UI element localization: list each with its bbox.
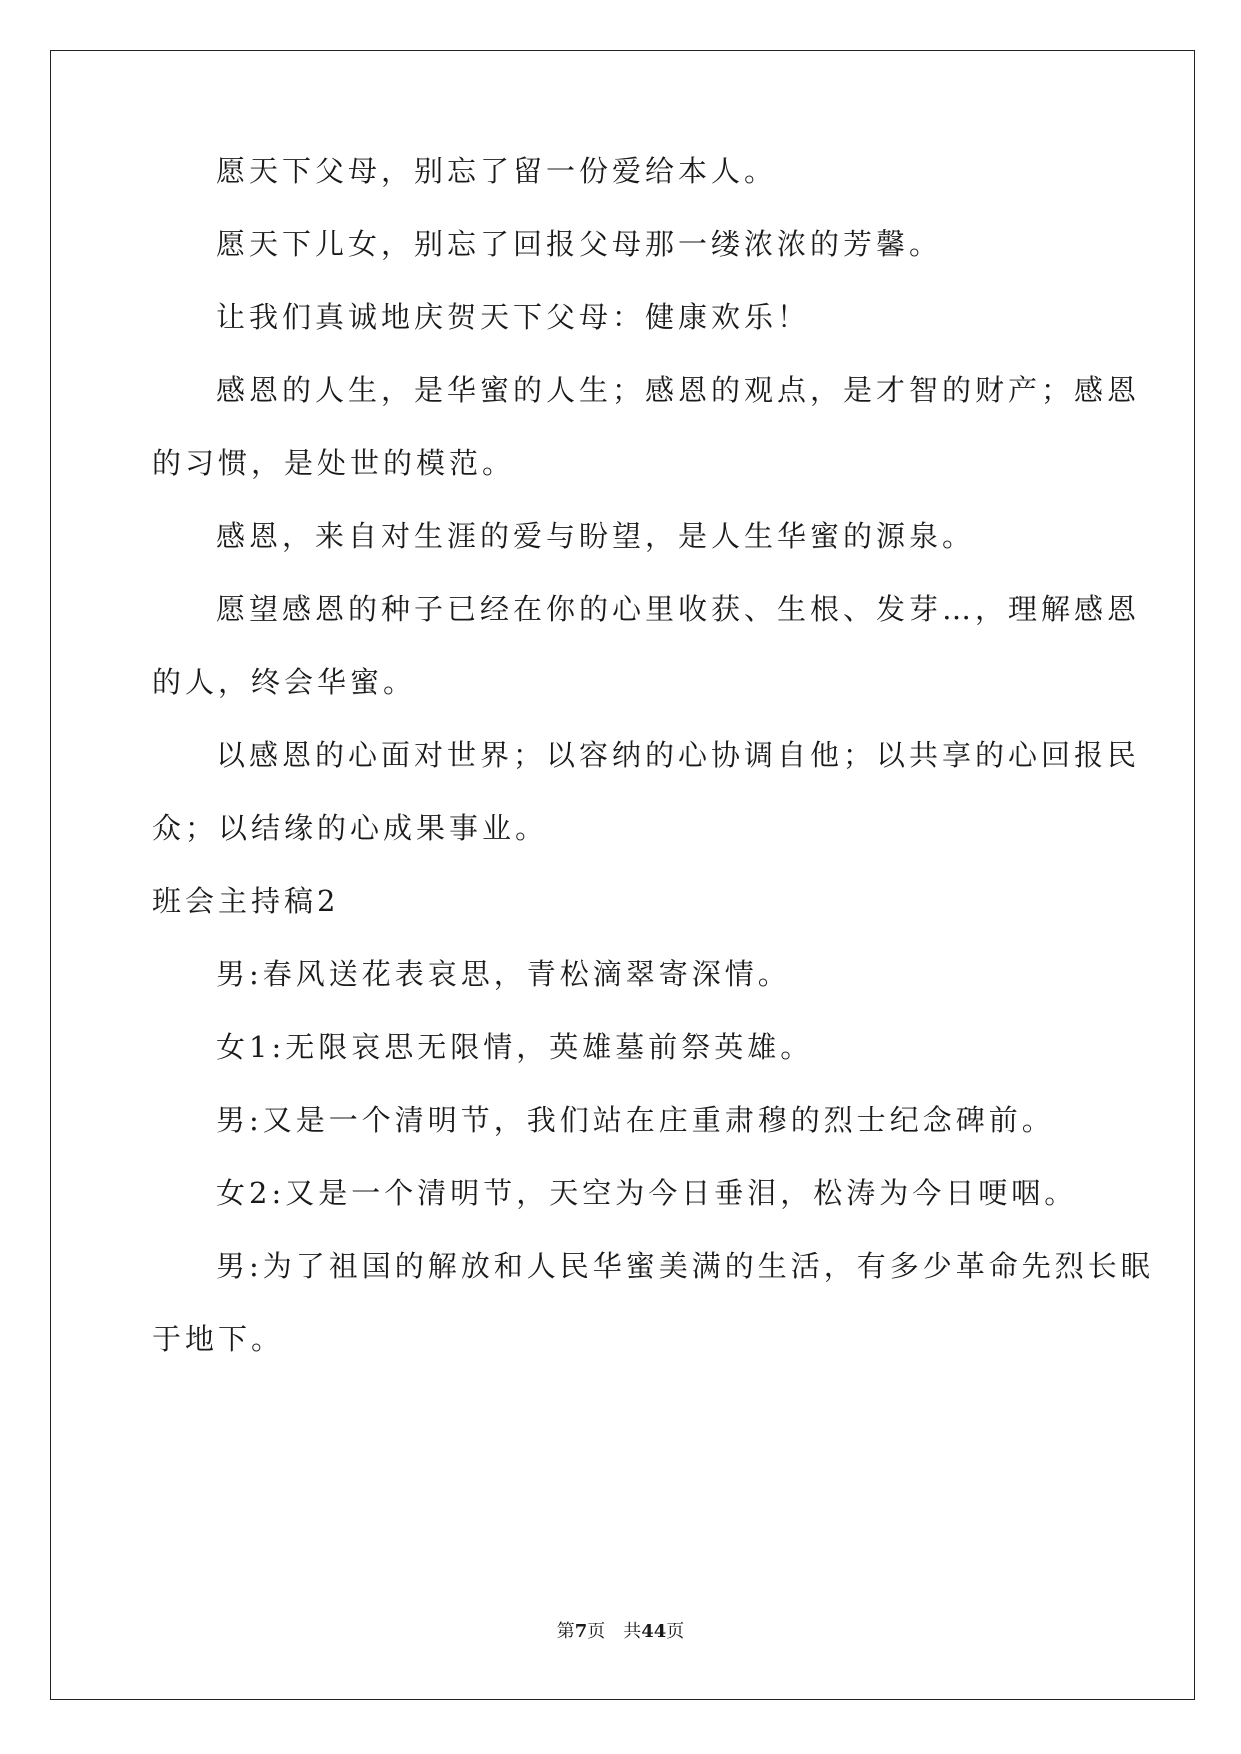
paragraph-line: 感恩的人生，是华蜜的人生；感恩的观点，是才智的财产；感恩 (216, 373, 1141, 407)
paragraph-line: 男:春风送花表哀思，青松滴翠寄深情。 (216, 957, 791, 991)
paragraph-line: 以感恩的心面对世界；以容纳的心协调自他；以共享的心回报民 (216, 738, 1141, 772)
total-prefix: 共 (623, 1621, 642, 1642)
page-footer (0, 1623, 1241, 1641)
paragraph-line: 女2:又是一个清明节，天空为今日垂泪，松涛为今日哽咽。 (216, 1176, 1078, 1210)
paragraph-line: 于地下。 (152, 1322, 285, 1356)
total-suffix: 页 (666, 1621, 685, 1642)
paragraph-line: 愿天下儿女，别忘了回报父母那一缕浓浓的芳馨。 (216, 227, 943, 261)
page-total: 44 (641, 1621, 667, 1642)
page-prefix: 第 (556, 1621, 575, 1642)
page-border (50, 50, 1195, 1700)
paragraph-line: 众；以结缘的心成果事业。 (152, 811, 549, 845)
section-heading: 班会主持稿2 (152, 884, 340, 918)
paragraph-line: 的人，终会华蜜。 (152, 665, 417, 699)
paragraph-line: 女1:无限哀思无限情，英雄墓前祭英雄。 (216, 1030, 814, 1064)
page-suffix: 页 (587, 1621, 606, 1642)
paragraph-line: 让我们真诚地庆贺天下父母：健康欢乐！ (216, 300, 811, 334)
paragraph-line: 愿天下父母，别忘了留一份爱给本人。 (216, 154, 778, 188)
page-number: 7 (574, 1621, 588, 1642)
paragraph-line: 男:又是一个清明节，我们站在庄重肃穆的烈士纪念碑前。 (216, 1103, 1055, 1137)
paragraph-line: 的习惯，是处世的模范。 (152, 446, 516, 480)
paragraph-line: 男:为了祖国的解放和人民华蜜美满的生活，有多少革命先烈长眠 (216, 1249, 1154, 1283)
paragraph-line: 感恩，来自对生涯的爱与盼望，是人生华蜜的源泉。 (216, 519, 976, 553)
paragraph-line: 愿望感恩的种子已经在你的心里收获、生根、发芽…，理解感恩 (216, 592, 1141, 626)
